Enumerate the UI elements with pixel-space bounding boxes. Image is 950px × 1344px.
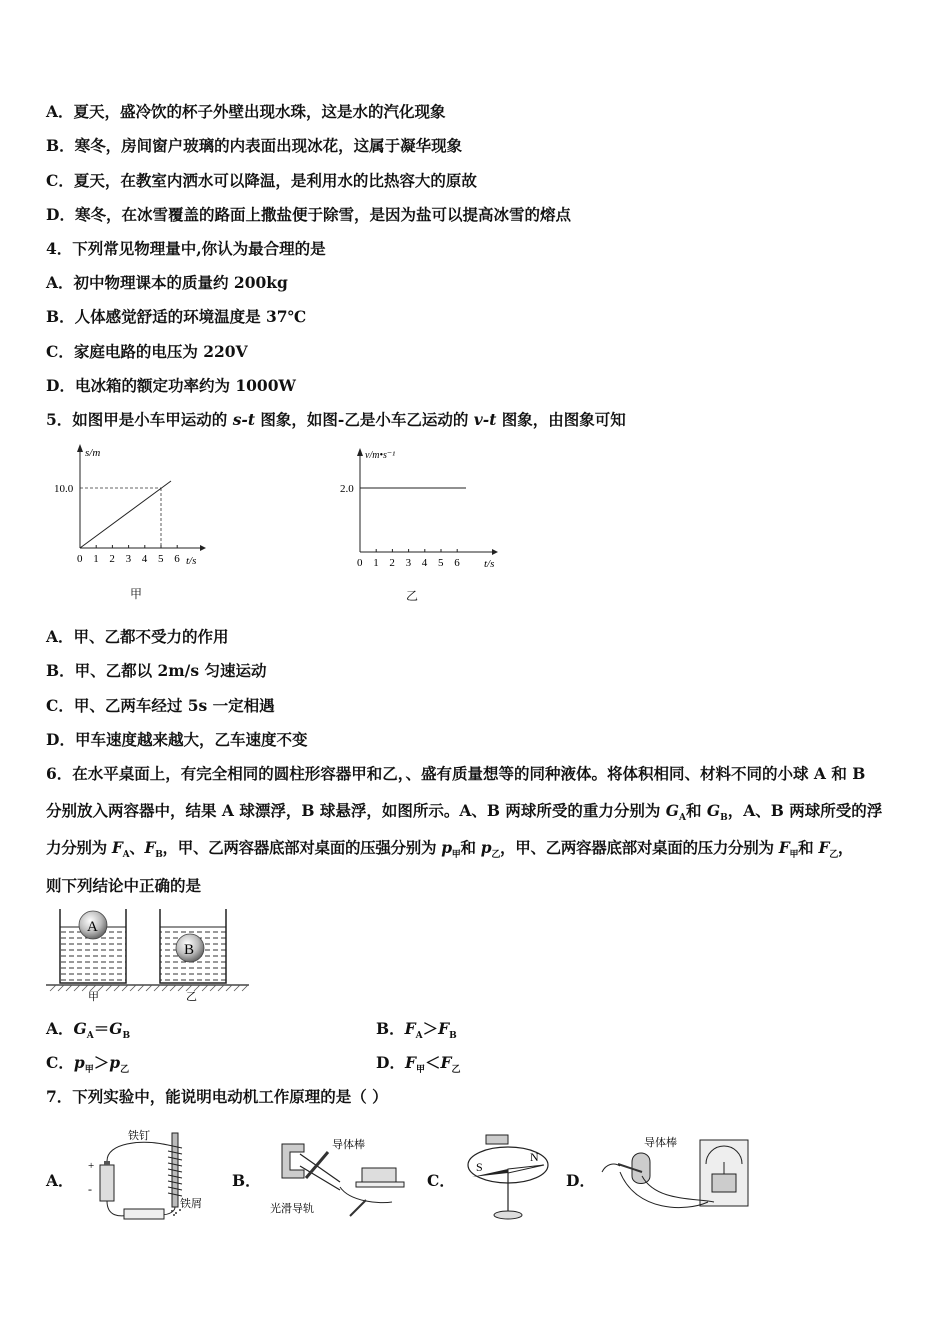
q3-option-b: B．寒冬，房间窗户玻璃的内表面出现冰花，这属于凝华现象 — [46, 136, 463, 155]
fig-a-battery — [100, 1165, 114, 1201]
axis-tick-label: 3 — [405, 557, 412, 569]
q5-stem — [46, 410, 626, 430]
q4-option-c: C．家庭电路的电压为 220V — [46, 342, 248, 361]
q7-label-b: B． — [232, 1171, 261, 1190]
graph-yi-xlabel: t/s — [484, 558, 495, 570]
graph-jia-yval: 10.0 — [54, 483, 74, 495]
q7-figure-c — [458, 1125, 558, 1225]
q7-stem: 7．下列实验中，能说明电动机工作原理的是（ ） — [46, 1087, 388, 1106]
q4-option-b: B．人体感觉舒适的环境温度是 37℃ — [46, 307, 307, 326]
q6-option-label: C． — [46, 1053, 74, 1072]
q6-sub: B — [449, 1031, 457, 1042]
q6-containers-figure — [44, 905, 254, 1005]
q5-st-label: s-t — [232, 410, 256, 429]
q6-relation: ＜ — [424, 1053, 441, 1072]
axis-tick-label: 6 — [454, 557, 460, 569]
q6-sub: A — [679, 813, 686, 824]
q6-p-symbol: p — [109, 1053, 121, 1072]
q6-line3-text: 和 — [460, 838, 481, 857]
q6-line3-text: ， — [837, 838, 854, 857]
axis-tick-label: 4 — [141, 553, 148, 565]
q7-label-a: A． — [46, 1171, 74, 1190]
q6-line2-post: ，A、B 两球所受的浮 — [727, 801, 883, 820]
q6-sub: A — [86, 1031, 94, 1042]
q5-option-a: A．甲、乙都不受力的作用 — [46, 627, 229, 646]
q3-option-c: C．夏天，在教室内洒水可以降温，是利用水的比热容大的原故 — [46, 171, 477, 190]
fig-a-filings-label: 铁屑 — [180, 1198, 202, 1210]
axis-tick-label: 0 — [357, 557, 363, 569]
q6-f-symbol: F — [778, 838, 790, 857]
fig-c-battery — [486, 1135, 508, 1144]
q6-option-b — [376, 1019, 457, 1046]
q7-label-d: D． — [566, 1171, 595, 1190]
q6-f-symbol: F — [404, 1019, 416, 1038]
q6-p-symbol: p — [441, 838, 452, 857]
axis-tick-label: 5 — [158, 553, 164, 565]
graph-yi-ylabel: v/m•s⁻¹ — [365, 450, 396, 461]
q6-g-symbol: G — [73, 1019, 87, 1038]
fig-d-rod-label: 导体棒 — [644, 1137, 677, 1149]
axis-tick-label: 2 — [109, 553, 115, 565]
q5-option-b: B．甲、乙都以 2m/s 匀速运动 — [46, 661, 267, 680]
fig-a-plus: + — [88, 1160, 95, 1172]
q6-f-symbol: F — [818, 838, 830, 857]
q6-sub: B — [720, 813, 728, 824]
q5-graph-yi — [320, 440, 510, 605]
q6-relation: ＞ — [93, 1053, 110, 1072]
q5-graph-jia — [40, 440, 220, 605]
q6-sub: 乙 — [120, 1065, 130, 1076]
graph-jia-ylabel: s/m — [85, 447, 101, 459]
q6-option-label: A． — [46, 1019, 74, 1038]
q7-label-c: C． — [427, 1171, 455, 1190]
q6-line3-text: 和 — [798, 838, 819, 857]
graph-jia-caption: 甲 — [130, 587, 143, 601]
fig-b-rod-label: 导体棒 — [332, 1139, 365, 1151]
q7-figure-b — [270, 1132, 420, 1227]
axis-tick-label: 3 — [125, 553, 132, 565]
axis-tick-label: 1 — [373, 557, 379, 569]
q6-sub: 甲 — [451, 850, 461, 861]
q6-f-symbol: F — [404, 1053, 416, 1072]
fig-d-magnet — [632, 1153, 650, 1184]
fig-a-nail-label: 铁钉 — [128, 1130, 150, 1142]
q7-figure-a — [80, 1125, 220, 1225]
q5-stem-pre: 5．如图甲是小车甲运动的 — [46, 410, 233, 429]
fig-b-rail-label: 光滑导轨 — [270, 1203, 314, 1215]
fig-c-s-label: S — [476, 1160, 483, 1174]
q6-p-symbol: p — [73, 1053, 85, 1072]
q6-option-label: B． — [376, 1019, 405, 1038]
container-yi-caption: 乙 — [186, 991, 197, 1003]
q6-sub: A — [122, 850, 130, 861]
fig-b-magnet — [282, 1144, 304, 1178]
graph-yi-yval: 2.0 — [340, 483, 354, 495]
q5-option-c: C．甲、乙两车经过 5s 一定相遇 — [46, 696, 275, 715]
q6-sub: B — [122, 1031, 131, 1042]
q6-g-symbol: G — [665, 801, 679, 820]
q6-option-c — [46, 1053, 129, 1080]
q6-f-symbol: F — [111, 838, 123, 857]
q5-stem-post: 图象，由图象可知 — [496, 410, 626, 429]
q6-sub: A — [415, 1031, 423, 1042]
q3-option-a: A．夏天，盛冷饮的杯子外壁出现水珠，这是水的汽化现象 — [46, 102, 446, 121]
q6-line3-text: ，甲、乙两容器底部对桌面的压强分别为 — [162, 838, 442, 857]
q6-option-d — [376, 1053, 461, 1080]
q4-stem: 4．下列常见物理量中,你认为最合理的是 — [46, 239, 326, 258]
fig-a-switch — [124, 1209, 164, 1219]
q6-line2-pre: 分别放入两容器中，结果 A 球漂浮，B 球悬浮，如图所示。A、B 两球所受的重力分别为 — [46, 801, 666, 820]
q6-line3-text: 、 — [129, 838, 145, 857]
q6-sub: B — [155, 850, 163, 861]
axis-tick-label: 4 — [421, 557, 428, 569]
q4-option-d: D．电冰箱的额定功率约为 1000W — [46, 376, 296, 395]
q6-sub: 乙 — [491, 850, 501, 861]
q6-line1: 6．在水平桌面上，有完全相同的圆柱形容器甲和乙，、盛有质量想等的同种液体。将体积相同、材料不同的小球 A 和 B — [46, 764, 866, 783]
q6-line3-text: ，甲、乙两容器底部对桌面的压力分别为 — [500, 838, 779, 857]
fig-c-n-label: N — [530, 1150, 539, 1164]
q6-line2 — [46, 801, 882, 828]
q6-line3 — [46, 838, 853, 865]
q6-sub: 乙 — [829, 850, 838, 861]
fig-b-rod — [306, 1152, 328, 1178]
ball-a-label: A — [87, 919, 98, 935]
q6-relation: ＞ — [422, 1019, 439, 1038]
q4-option-a: A．初中物理课本的质量约 200kg — [46, 273, 288, 292]
q7-figure-d — [596, 1132, 756, 1222]
fig-a-minus: - — [88, 1182, 92, 1196]
ball-b-label: B — [184, 942, 195, 958]
q6-option-a — [46, 1019, 130, 1046]
graph-jia-xlabel: t/s — [186, 555, 197, 567]
q6-line2-mid: 和 — [685, 801, 707, 820]
q6-option-label: D． — [376, 1053, 405, 1072]
graph-yi-caption: 乙 — [406, 589, 419, 603]
q5-vt-label: v-t — [473, 410, 497, 429]
q6-f-symbol: F — [144, 838, 156, 857]
q5-option-d: D．甲车速度越来越大，乙车速度不变 — [46, 730, 308, 749]
q6-sub: 乙 — [451, 1065, 461, 1076]
fig-c-needle-n — [508, 1165, 544, 1173]
axis-tick-label: 6 — [174, 553, 180, 565]
axis-tick-label: 1 — [93, 553, 99, 565]
q6-g-symbol: G — [706, 801, 721, 820]
q6-f-symbol: F — [438, 1019, 450, 1038]
axis-tick-label: 5 — [438, 557, 444, 569]
q5-stem-mid: 图象，如图-乙是小车乙运动的 — [255, 410, 474, 429]
q3-option-d: D．寒冬，在冰雪覆盖的路面上撒盐便于除雪，是因为盐可以提高冰雪的熔点 — [46, 205, 571, 224]
q6-sub: 甲 — [789, 850, 799, 861]
axis-tick-label: 0 — [77, 553, 83, 565]
q6-line3-pre: 力分别为 — [46, 838, 112, 857]
q6-f-symbol: F — [440, 1053, 452, 1072]
q6-sub: 甲 — [415, 1065, 425, 1076]
graph-jia-line — [80, 481, 171, 548]
container-jia-caption: 甲 — [88, 991, 99, 1003]
q6-sub: 甲 — [84, 1065, 94, 1076]
q6-g-symbol: G — [109, 1019, 123, 1038]
q6-line4: 则下列结论中正确的是 — [46, 876, 202, 895]
axis-tick-label: 2 — [389, 557, 395, 569]
q6-p-symbol: p — [480, 838, 492, 857]
q6-relation: ＝ — [93, 1019, 110, 1038]
